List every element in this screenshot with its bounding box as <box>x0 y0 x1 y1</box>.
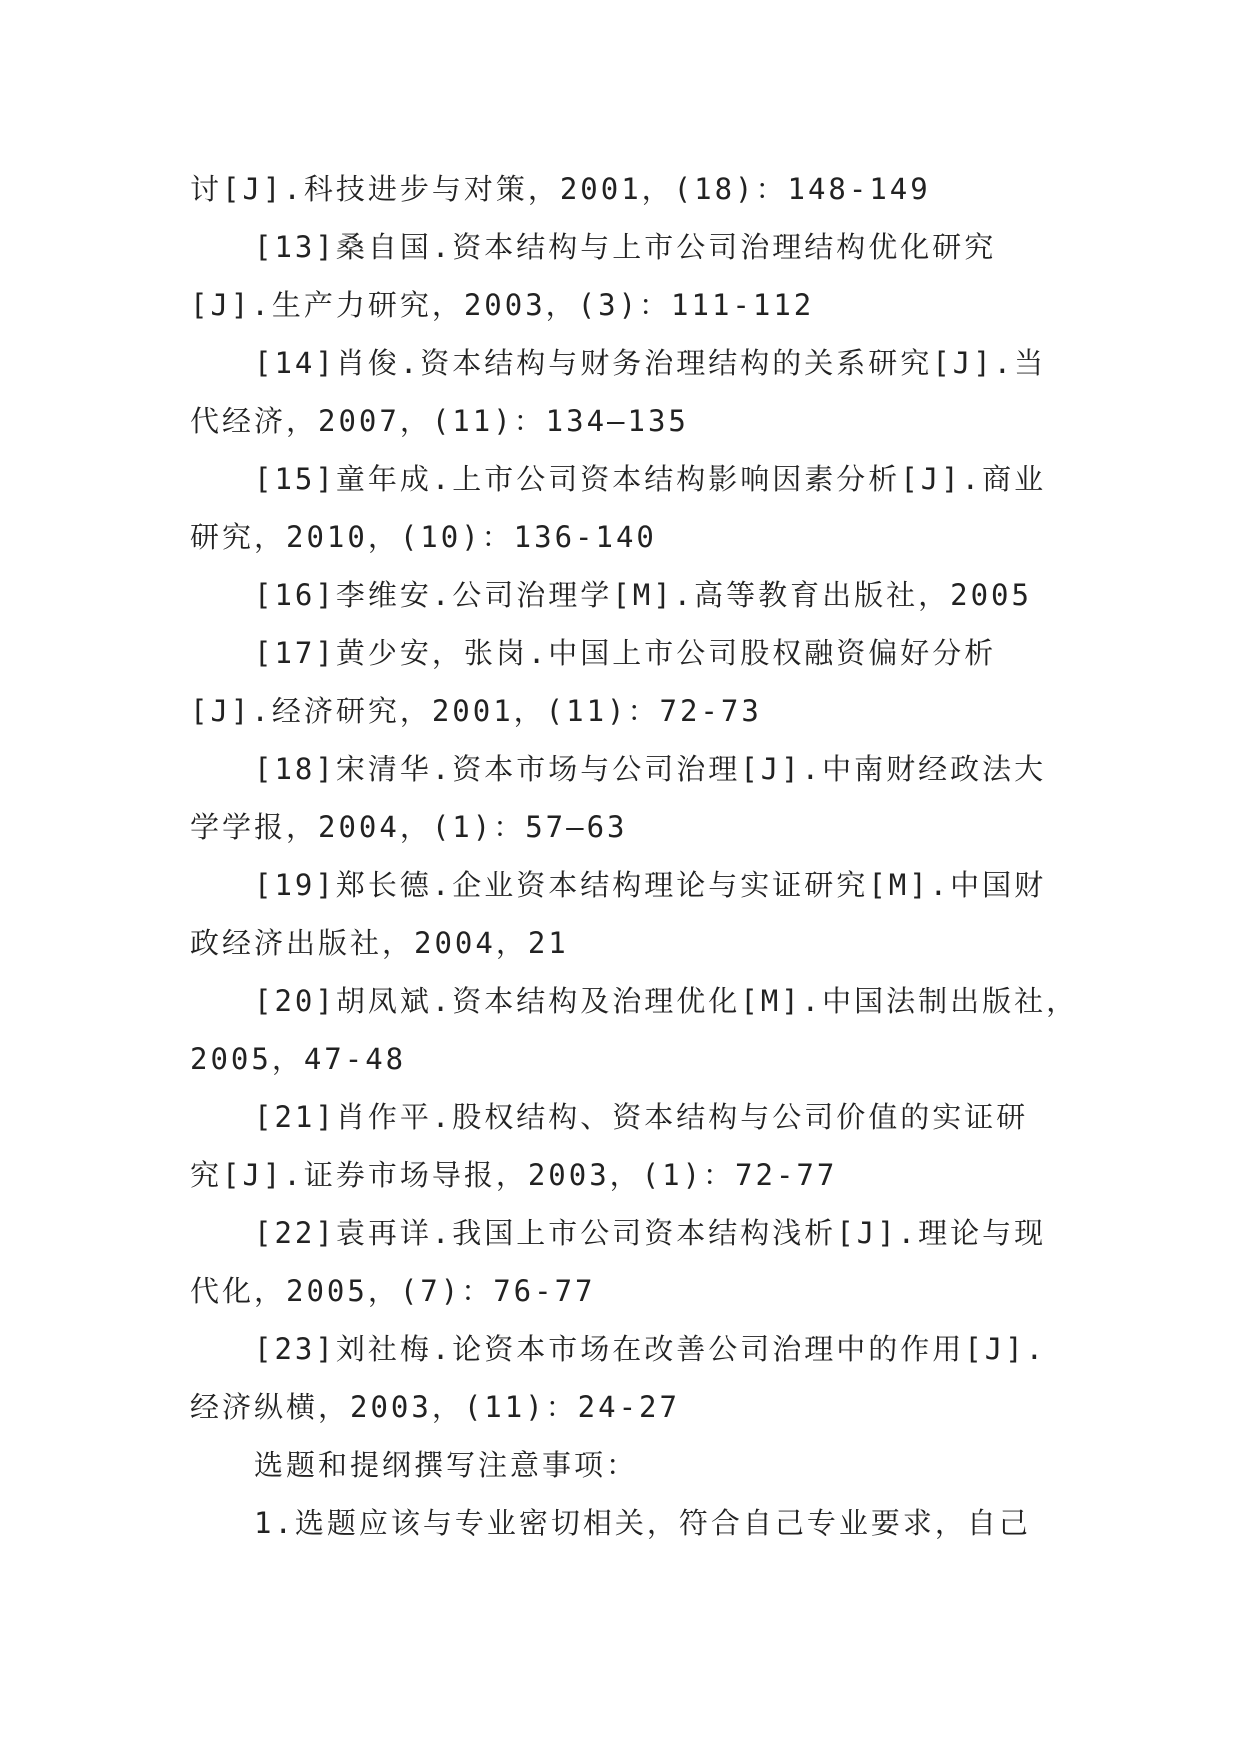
numbered-item-1: 1.选题应该与专业密切相关，符合自己专业要求，自己 <box>254 1506 1031 1540</box>
text-line: 代化，2005，(7)：76-77 <box>190 1274 596 1308</box>
text-line: 学学报，2004，(1)：57—63 <box>190 810 628 844</box>
reference-entry-22: [22]袁再详.我国上市公司资本结构浅析[J].理论与现 <box>254 1216 1047 1250</box>
reference-entry-19: [19]郑长德.企业资本结构理论与实证研究[M].中国财 <box>254 868 1047 902</box>
reference-entry-15: [15]童年成.上市公司资本结构影响因素分析[J].商业 <box>254 462 1047 496</box>
reference-entry-23: [23]刘社梅.论资本市场在改善公司治理中的作用[J]. <box>254 1332 1047 1366</box>
reference-entry-14: [14]肖俊.资本结构与财务治理结构的关系研究[J].当 <box>254 346 1047 380</box>
text-line: 讨[J].科技进步与对策，2001，(18)：148-149 <box>190 172 931 206</box>
reference-entry-17: [17]黄少安，张岗.中国上市公司股权融资偏好分析 <box>254 636 997 670</box>
reference-entry-20: [20]胡凤斌.资本结构及治理优化[M].中国法制出版社， <box>254 984 1079 1018</box>
text-line: 2005，47-48 <box>190 1042 407 1076</box>
text-line: 代经济，2007，(11)：134—135 <box>190 404 689 438</box>
reference-list <box>190 160 1079 1552</box>
text-line: 政经济出版社，2004，21 <box>190 926 569 960</box>
reference-entry-21: [21]肖作平.股权结构、资本结构与公司价值的实证研 <box>254 1100 1029 1134</box>
text-line: 经济纵横，2003，(11)：24-27 <box>190 1390 680 1424</box>
reference-entry-18: [18]宋清华.资本市场与公司治理[J].中南财经政法大 <box>254 752 1047 786</box>
reference-entry-16: [16]李维安.公司治理学[M].高等教育出版社，2005 <box>254 578 1032 612</box>
text-line: [J].经济研究，2001，(11)：72-73 <box>190 694 762 728</box>
text-line: 研究，2010，(10)：136-140 <box>190 520 657 554</box>
text-line: 究[J].证券市场导报，2003，(1)：72-77 <box>190 1158 838 1192</box>
text-line: [J].生产力研究，2003，(3)：111-112 <box>190 288 815 322</box>
section-heading: 选题和提纲撰写注意事项： <box>254 1448 639 1482</box>
reference-entry-13: [13]桑自国.资本结构与上市公司治理结构优化研究 <box>254 230 997 264</box>
